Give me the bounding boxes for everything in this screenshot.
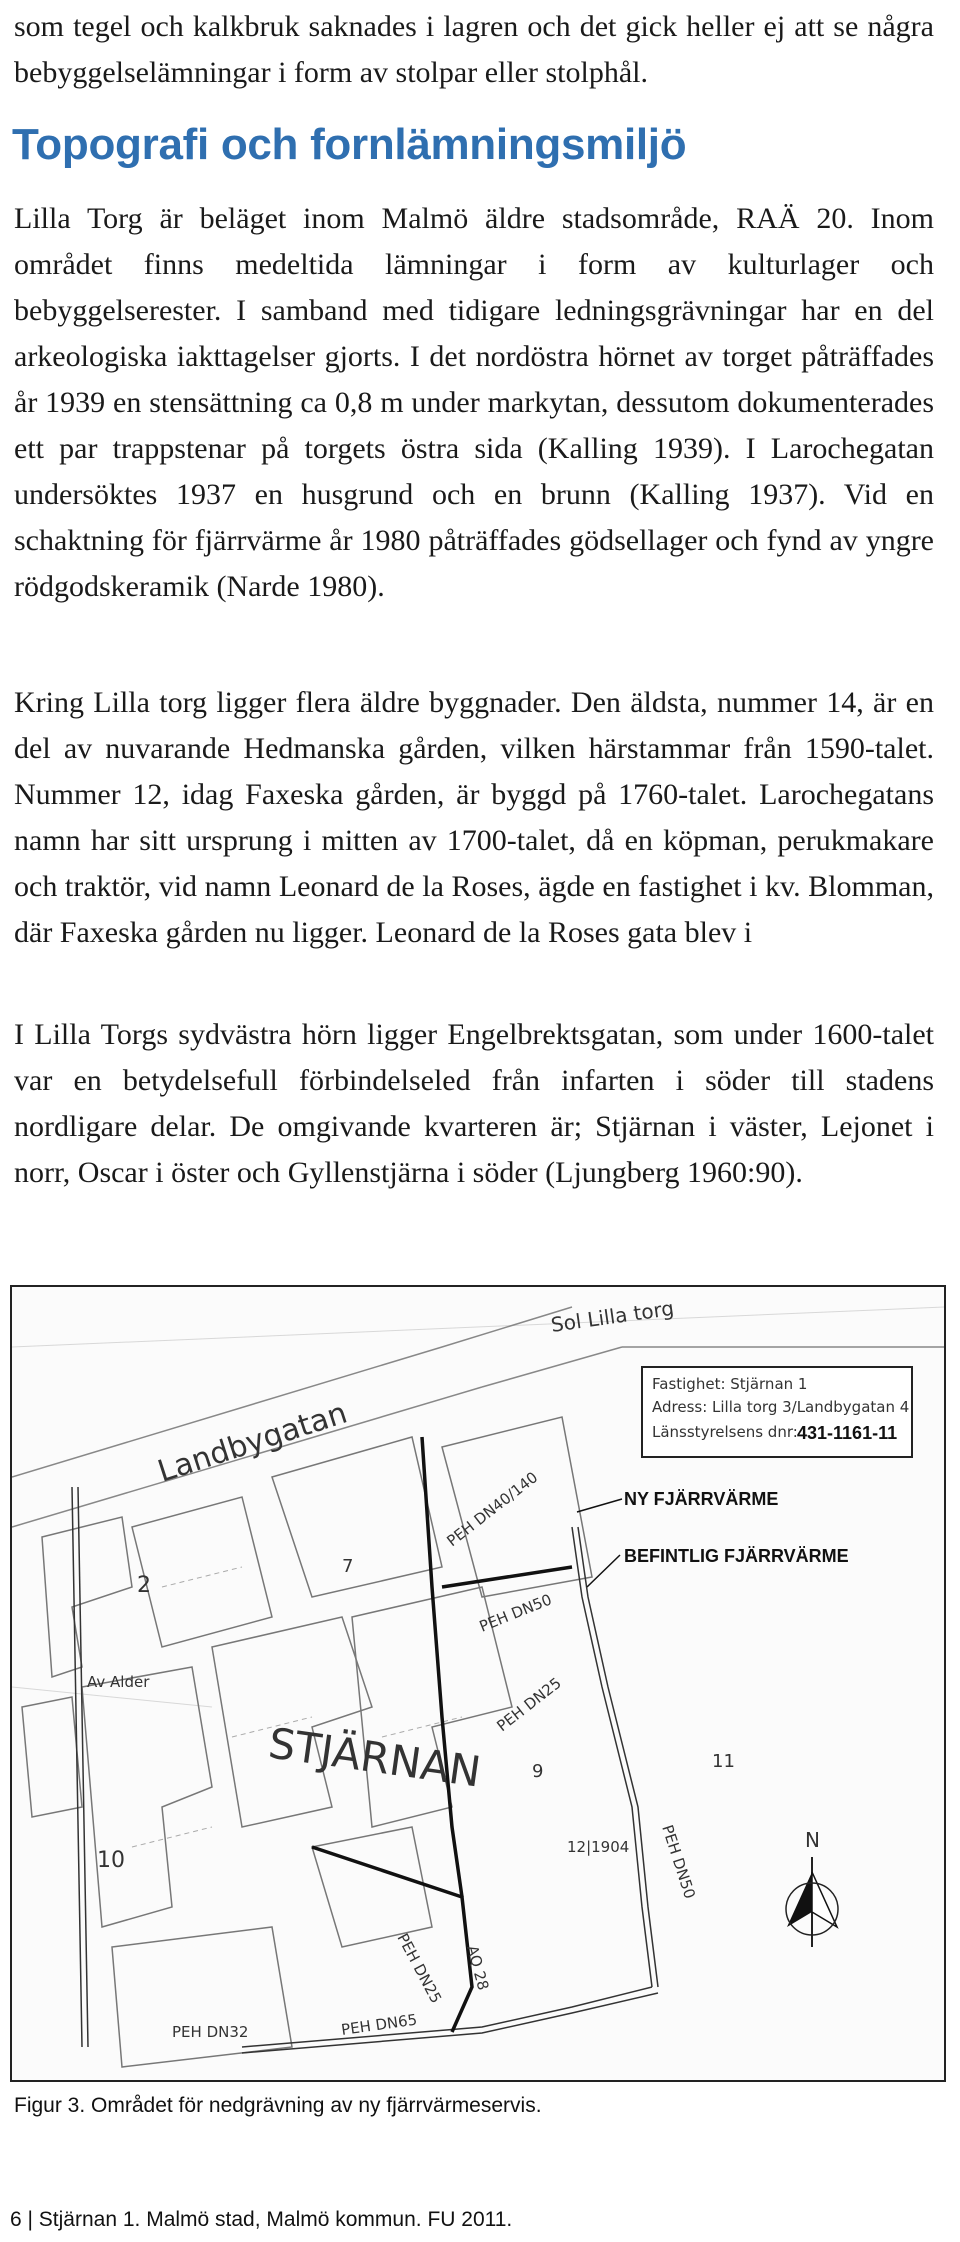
map-legend	[577, 1489, 849, 1587]
lot-number-11: 11	[712, 1751, 735, 1772]
pipe-label-dn50-b: PEH DN50	[658, 1822, 699, 1901]
lot-number-9: 9	[532, 1761, 544, 1782]
north-label: N	[805, 1828, 820, 1852]
lot-number-12: 12|1904	[567, 1838, 630, 1856]
section-heading: Topografi och fornlämningsmiljö	[12, 120, 687, 169]
info-dnr-value: 431-1161-11	[797, 1423, 898, 1443]
lot-number-2: 2	[137, 1573, 151, 1598]
legend-new-heating: NY FJÄRRVÄRME	[624, 1489, 779, 1509]
site-map	[12, 1287, 944, 2080]
legend-leader-existing	[587, 1555, 620, 1587]
legend-existing-heating: BEFINTLIG FJÄRRVÄRME	[624, 1546, 849, 1566]
pipe-label-dn40: PEH DN40/140	[443, 1468, 542, 1551]
page-footer: 6 | Stjärnan 1. Malmö stad, Malmö kommun. FU 2011.	[10, 2208, 513, 2231]
pipe-label-dn32: PEH DN32	[172, 2023, 249, 2041]
pipe-label-dn65: PEH DN65	[340, 2010, 419, 2039]
info-property: Fastighet: Stjärnan 1	[652, 1375, 808, 1393]
pipe-label-aq28: AQ 28	[463, 1943, 493, 1993]
north-arrow-icon	[786, 1828, 838, 1947]
legend-leader-new	[577, 1499, 622, 1512]
paragraph-topografi: Lilla Torg är beläget inom Malmö äldre stadsområde, RAÄ 20. Inom området finns medeltida lämningar i form av kulturlager och bebyggelserester. I samband med tidigare ledningsgrävningar har en del arkeologiska iakttagelser gjorts. I det nordöstra hörnet av torget påträffades år 1939 en stensättning ca 0,8 m under markytan, dessutom dokumenterades ett par trappstenar på torgets östra sida (Kalling 1939). I Larochegatan undersöktes 1937 en husgrund och en brunn (Kalling 1937). Vid en schaktning för fjärrvärme år 1980 påträffades gödsellager och fynd av yngre rödgodskeramik (Narde 1980).	[14, 202, 934, 603]
lot-number-10: 10	[97, 1848, 125, 1873]
street-label-landbygatan: Landbygatan	[153, 1395, 352, 1490]
lot-number-7: 7	[342, 1556, 354, 1577]
street-label-lilla-torg: Sol Lilla torg	[549, 1295, 676, 1337]
paragraph-byggnader: Kring Lilla torg ligger flera äldre byggnader. Den äldsta, nummer 14, är en del av nuvarande Hedmanska gården, vilken härstammar från 1590-talet. Nummer 12, idag Faxeska gården, är byggd på 1760-talet. Larochegatans namn har sitt ursprung i mitten av 1700-talet, då en köpman, perukmakare och traktör, vid namn Leonard de la Roses, ägde en fastighet i kv. Blomman, där Faxeska gården nu ligger. Leonard de la Roses gata blev i	[14, 686, 934, 949]
pipe-label-dn25-a: PEH DN25	[493, 1673, 565, 1736]
property-info-box	[642, 1367, 912, 1457]
pipe-label-dn50-a: PEH DN50	[476, 1590, 555, 1636]
pipe-label-dn25-b: PEH DN25	[393, 1930, 446, 2007]
info-dnr-prefix: Länsstyrelsens dnr:	[652, 1423, 798, 1441]
lot-name-label: Av Alder	[87, 1673, 150, 1691]
quarter-label-stjarnan: STJÄRNAN	[265, 1718, 484, 1797]
site-map-figure	[10, 1285, 946, 2082]
paragraph-engelbrektsgatan: I Lilla Torgs sydvästra hörn ligger Engelbrektsgatan, som under 1600-talet var en betydelsefull förbindelseled från infarten i söder till stadens nordligare delar. De omgivande kvarteren är; Stjärnan i väster, Lejonet i norr, Oscar i öster och Gyllenstjärna i söder (Ljungberg 1960:90).	[14, 1018, 934, 1189]
info-address: Adress: Lilla torg 3/Landbygatan 4	[652, 1398, 910, 1416]
dashed-lines	[132, 1567, 462, 1847]
figure-caption: Figur 3. Området för nedgrävning av ny fjärrvärmeservis.	[14, 2094, 542, 2117]
paragraph-intro: som tegel och kalkbruk saknades i lagren och det gick heller ej att se några bebyggelselämningar i form av stolpar eller stolphål.	[14, 10, 934, 89]
